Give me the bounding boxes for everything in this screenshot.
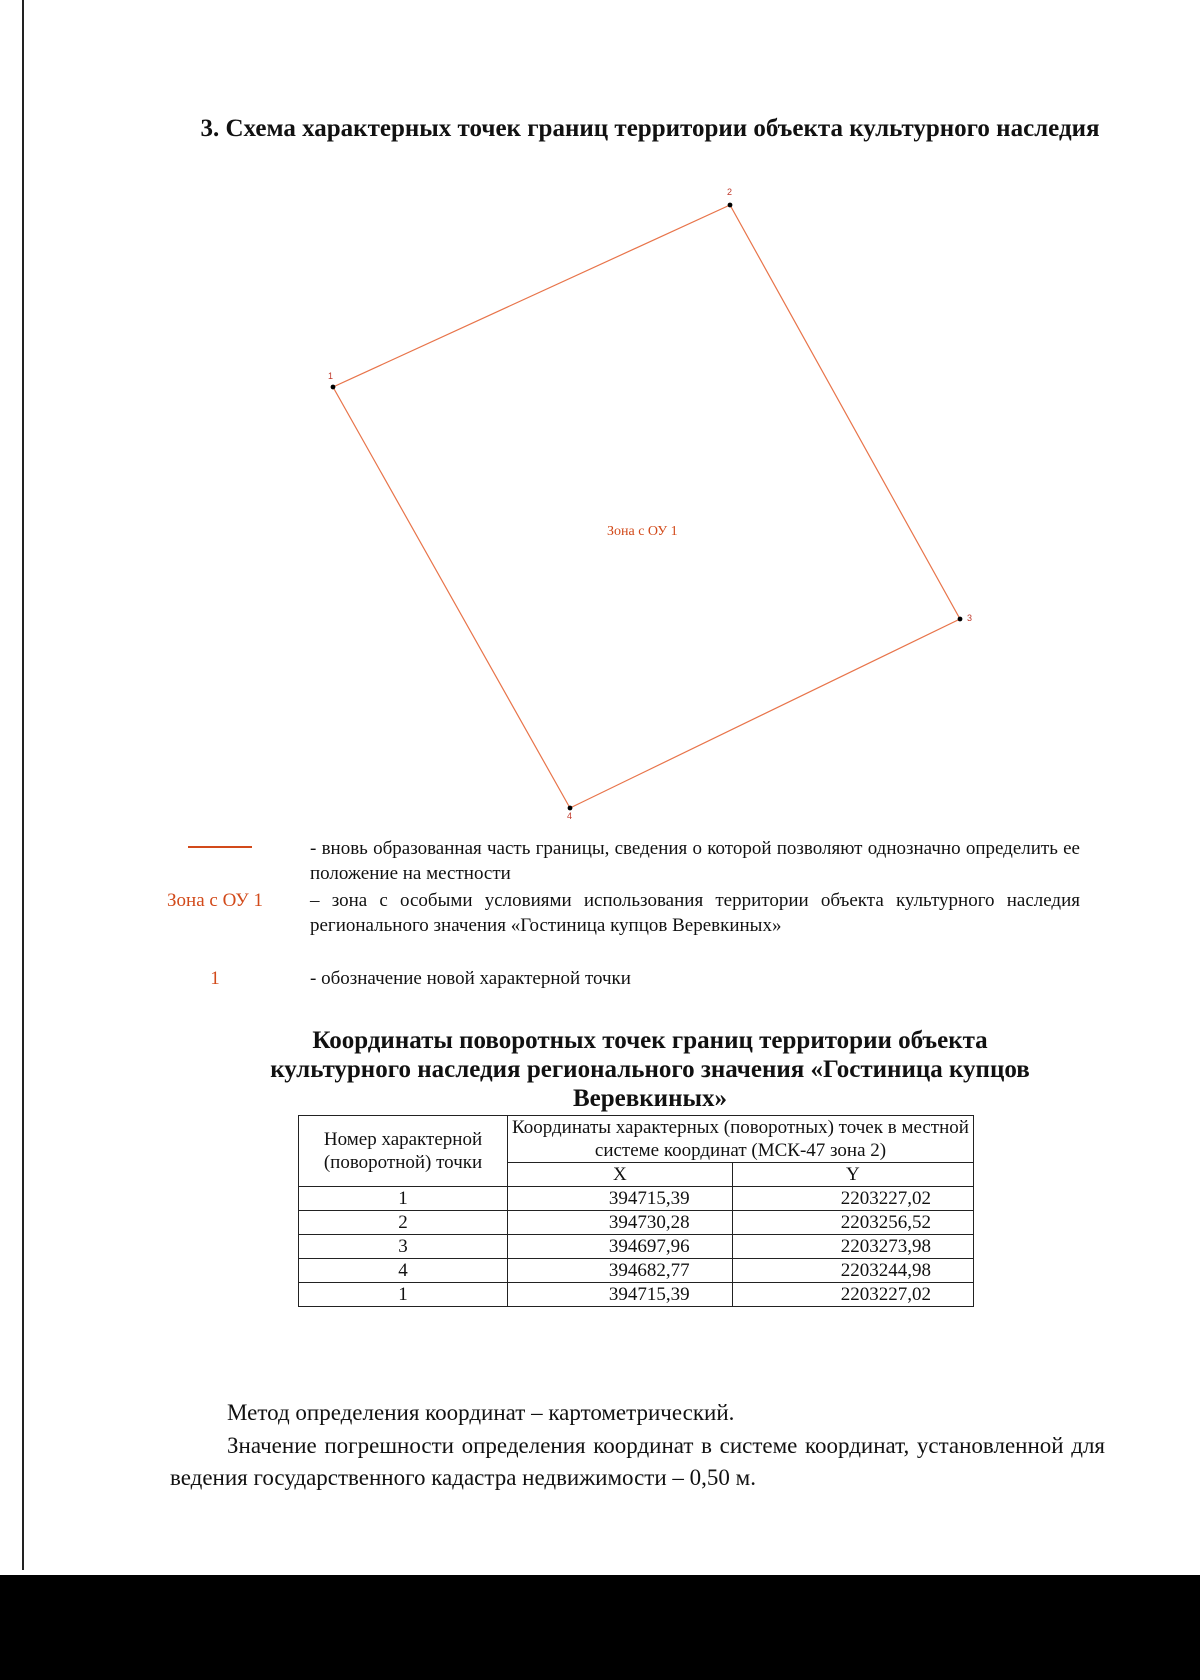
table-row (299, 1283, 974, 1307)
table-row (299, 1187, 974, 1211)
point-label-2: 2 (727, 187, 733, 197)
accuracy-paragraph: Значение погрешности определения координат в системе координат, установленной для ведения государственного кадастра недвижимости – 0,50 м. (170, 1433, 1105, 1490)
boundary-point-2 (728, 203, 733, 208)
cell-y: 2203256,52 (732, 1211, 973, 1235)
cell-point: 1 (299, 1283, 508, 1307)
cell-y: 2203273,98 (732, 1235, 973, 1259)
cell-point: 2 (299, 1211, 508, 1235)
header-x: X (508, 1163, 733, 1187)
cell-x: 394682,77 (508, 1259, 733, 1283)
boundary-point-4 (568, 806, 573, 811)
cell-point: 3 (299, 1235, 508, 1259)
table-row (299, 1259, 974, 1283)
boundary-point-1 (331, 385, 336, 390)
legend (140, 836, 1080, 994)
cell-y: 2203227,02 (732, 1187, 973, 1211)
legend-boundary-line-symbol (188, 846, 252, 848)
legend-item-point (140, 966, 1080, 994)
point-label-1: 1 (328, 371, 334, 381)
cell-x: 394730,28 (508, 1211, 733, 1235)
header-y: Y (732, 1163, 973, 1187)
scan-bottom-bar (0, 1575, 1200, 1680)
point-label-3: 3 (967, 613, 973, 623)
cell-point: 4 (299, 1259, 508, 1283)
zone-label: Зона с ОУ 1 (607, 524, 678, 539)
method-paragraph: Метод определения координат – картометрический. (227, 1400, 735, 1425)
table-title: Координаты поворотных точек границ территории объекта культурного наследия регионального значения «Гостиница купцов Веревкиных» (270, 1027, 1030, 1112)
legend-item-new-boundary (140, 836, 1080, 888)
legend-item-zone (140, 888, 1080, 966)
boundary-scheme (0, 0, 1200, 830)
legend-zone-symbol: Зона с ОУ 1 (167, 890, 263, 911)
scheme-title: 3. Схема характерных точек границ территории объекта культурного наследия (200, 115, 1100, 142)
boundary-point-3 (958, 617, 963, 622)
point-label-4: 4 (567, 811, 573, 821)
cell-y: 2203227,02 (732, 1283, 973, 1307)
table-row (299, 1211, 974, 1235)
legend-item-text: – зона с особыми условиями использования территории объекта культурного наследия регионального значения «Гостиница купцов Веревкиных» (310, 890, 1080, 936)
header-point-number: Номер характерной (поворотной) точки (299, 1116, 508, 1187)
cell-y: 2203244,98 (732, 1259, 973, 1283)
header-coordinates: Координаты характерных (поворотных) точек в местной системе координат (МСК-47 зона 2) (508, 1116, 974, 1163)
table-row (299, 1235, 974, 1259)
legend-point-symbol: 1 (210, 968, 220, 989)
cell-x: 394697,96 (508, 1235, 733, 1259)
legend-item-text: - вновь образованная часть границы, сведения о которой позволяют однозначно определить ее положение на местности (310, 838, 1080, 884)
zone-boundary (333, 205, 960, 808)
cell-point: 1 (299, 1187, 508, 1211)
legend-item-text: - обозначение новой характерной точки (310, 968, 631, 989)
coordinates-table (298, 1115, 974, 1307)
cell-x: 394715,39 (508, 1187, 733, 1211)
cell-x: 394715,39 (508, 1283, 733, 1307)
